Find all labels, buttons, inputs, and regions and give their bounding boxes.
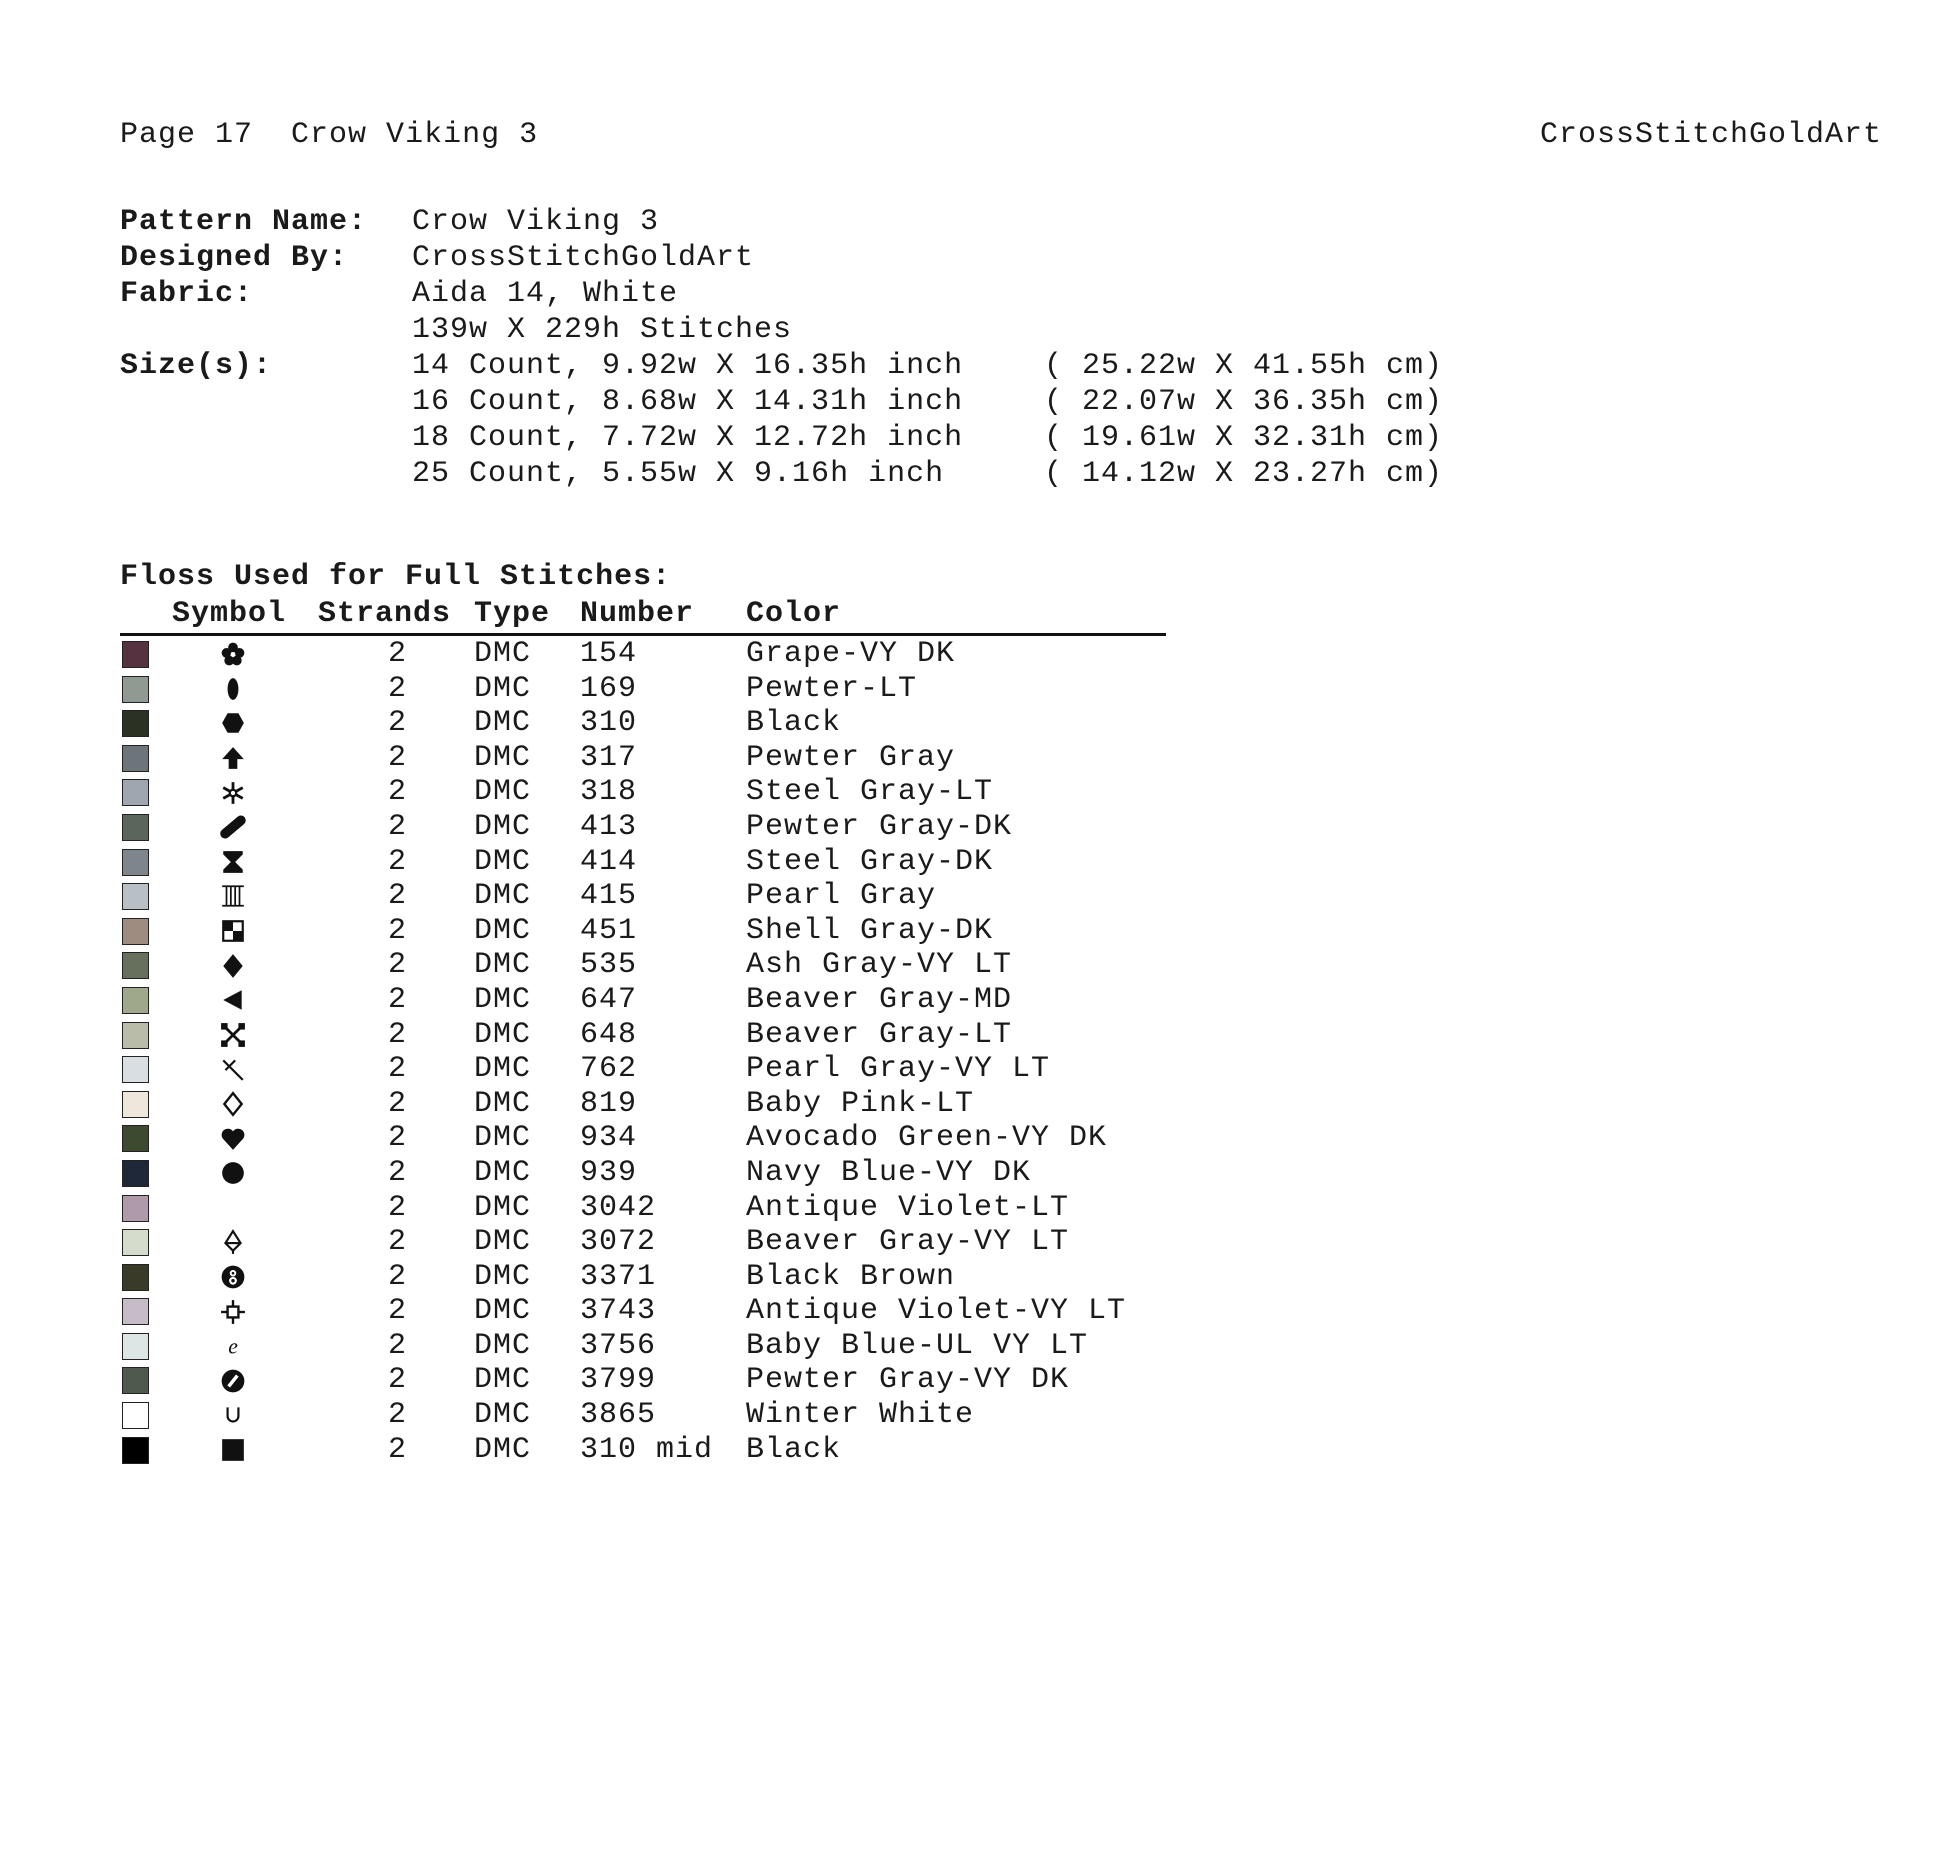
table-row: [120, 1225, 1220, 1260]
designed-by: CrossStitchGoldArt: [412, 241, 755, 275]
floss-section-title: Floss Used for Full Stitches:: [120, 560, 672, 594]
color-swatch: [122, 745, 149, 772]
strands-value: 2: [388, 1225, 408, 1260]
eight-ball-icon: [212, 1260, 254, 1295]
color-swatch: [122, 1298, 149, 1325]
circle-slash-icon: [212, 1363, 254, 1398]
number-value: 535: [580, 948, 638, 983]
color-name: Baby Pink-LT: [746, 1086, 975, 1121]
color-swatch: [122, 779, 149, 806]
color-swatch: [122, 1195, 149, 1222]
letter-u-icon: [212, 1398, 254, 1433]
color-name: Shell Gray-DK: [746, 913, 994, 948]
color-swatch: [122, 1229, 149, 1256]
flower-icon: [212, 637, 254, 672]
size-inches: 14 Count, 9.92w X 16.35h inch: [412, 349, 964, 383]
strands-value: 2: [388, 913, 408, 948]
type-value: DMC: [474, 982, 532, 1017]
size-cm: ( 25.22w X 41.55h cm): [1044, 349, 1444, 383]
number-value: 310 mid: [580, 1432, 714, 1467]
strands-value: 2: [388, 948, 408, 983]
color-name: Grape-VY DK: [746, 637, 956, 671]
strands-value: 2: [388, 982, 408, 1017]
column-number: Number: [580, 597, 695, 631]
type-value: DMC: [474, 913, 532, 948]
table-row: [120, 1294, 1220, 1329]
color-name: Navy Blue-VY DK: [746, 1155, 1032, 1190]
number-value: 647: [580, 982, 638, 1017]
color-swatch: [122, 676, 149, 703]
table-row: [120, 637, 1220, 672]
table-row: [120, 672, 1220, 707]
floss-table-header: [120, 597, 1166, 636]
strands-value: 2: [388, 637, 408, 671]
color-swatch: [122, 1402, 149, 1429]
floss-table: [120, 637, 1220, 1467]
oval-icon: [212, 672, 254, 707]
pattern-info: [120, 204, 1443, 492]
table-row: [120, 775, 1220, 810]
checker-icon: [212, 914, 254, 949]
strands-value: 2: [388, 1052, 408, 1087]
type-value: DMC: [474, 1052, 532, 1087]
type-value: DMC: [474, 706, 532, 741]
diamond-outline-icon: [212, 1087, 254, 1122]
table-row: [120, 1260, 1220, 1295]
color-name: Steel Gray-LT: [746, 775, 994, 810]
strands-value: 2: [388, 844, 408, 879]
number-value: 3743: [580, 1294, 657, 1329]
table-row: [120, 706, 1220, 741]
number-value: 3756: [580, 1328, 657, 1363]
strands-value: 2: [388, 1328, 408, 1363]
type-value: DMC: [474, 775, 532, 810]
number-value: 819: [580, 1086, 638, 1121]
pattern-name-label: Pattern Name:: [120, 205, 368, 239]
color-name: Winter White: [746, 1398, 975, 1433]
number-value: 3865: [580, 1398, 657, 1433]
strands-value: 2: [388, 706, 408, 741]
number-value: 414: [580, 844, 638, 879]
heart-icon: [212, 1121, 254, 1156]
type-value: DMC: [474, 1259, 532, 1294]
size-inches: 18 Count, 7.72w X 12.72h inch: [412, 421, 964, 455]
page-number: Page 17: [120, 118, 254, 152]
type-value: DMC: [474, 1190, 532, 1225]
arrow-up-icon: [212, 741, 254, 776]
type-value: DMC: [474, 1398, 532, 1433]
type-value: DMC: [474, 1432, 532, 1467]
number-value: 762: [580, 1052, 638, 1087]
table-row: [120, 1329, 1220, 1364]
table-row: [120, 1156, 1220, 1191]
designed-by-label: Designed By:: [120, 241, 349, 275]
cross-arrows-icon: [212, 1018, 254, 1053]
type-value: DMC: [474, 879, 532, 914]
number-value: 413: [580, 809, 638, 844]
color-name: Pearl Gray-VY LT: [746, 1052, 1051, 1087]
table-row: [120, 914, 1220, 949]
color-name: Antique Violet-VY LT: [746, 1294, 1127, 1329]
size-cm: ( 19.61w X 32.31h cm): [1044, 421, 1444, 455]
strands-value: 2: [388, 1190, 408, 1225]
column-symbol: Symbol: [172, 597, 287, 631]
strands-value: 2: [388, 775, 408, 810]
size-inches: 25 Count, 5.55w X 9.16h inch: [412, 457, 945, 491]
number-value: 3799: [580, 1363, 657, 1398]
type-value: DMC: [474, 1363, 532, 1398]
strands-value: 2: [388, 809, 408, 844]
table-row: [120, 1121, 1220, 1156]
type-value: DMC: [474, 1328, 532, 1363]
strands-value: 2: [388, 1432, 408, 1467]
strands-value: 2: [388, 1086, 408, 1121]
strands-value: 2: [388, 1121, 408, 1156]
table-row: [120, 983, 1220, 1018]
type-value: DMC: [474, 740, 532, 775]
color-swatch: [122, 710, 149, 737]
number-value: 415: [580, 879, 638, 914]
type-value: DMC: [474, 1294, 532, 1329]
number-value: 451: [580, 913, 638, 948]
hexagon-icon: [212, 706, 254, 741]
table-row: [120, 741, 1220, 776]
size-inches: 16 Count, 8.68w X 14.31h inch: [412, 385, 964, 419]
type-value: DMC: [474, 671, 532, 706]
color-swatch: [122, 641, 149, 668]
type-value: DMC: [474, 1086, 532, 1121]
pattern-title: Crow Viking 3: [291, 118, 539, 152]
table-row: [120, 810, 1220, 845]
triangle-left-icon: [212, 983, 254, 1018]
size-cm: ( 14.12w X 23.27h cm): [1044, 457, 1444, 491]
color-swatch: [122, 918, 149, 945]
strands-value: 2: [388, 1259, 408, 1294]
snowflake-icon: [212, 775, 254, 810]
number-value: 3072: [580, 1225, 657, 1260]
number-value: 934: [580, 1121, 638, 1156]
color-name: Beaver Gray-LT: [746, 1017, 1013, 1052]
table-row: [120, 1363, 1220, 1398]
type-value: DMC: [474, 1155, 532, 1190]
number-value: 169: [580, 671, 638, 706]
capsule-icon: [212, 810, 254, 845]
color-swatch: [122, 1125, 149, 1152]
color-name: Pewter-LT: [746, 671, 918, 706]
color-name: Steel Gray-DK: [746, 844, 994, 879]
type-value: DMC: [474, 1121, 532, 1156]
color-swatch: [122, 1333, 149, 1360]
number-value: 318: [580, 775, 638, 810]
color-swatch: [122, 1160, 149, 1187]
table-row: [120, 1433, 1220, 1468]
table-row: [120, 1398, 1220, 1433]
color-swatch: [122, 1022, 149, 1049]
color-swatch: [122, 814, 149, 841]
strands-value: 2: [388, 879, 408, 914]
color-name: Pewter Gray-DK: [746, 809, 1013, 844]
circle-filled-icon: [212, 1156, 254, 1191]
strands-value: 2: [388, 671, 408, 706]
table-row: [120, 1191, 1220, 1226]
number-value: 3042: [580, 1190, 657, 1225]
color-name: Beaver Gray-VY LT: [746, 1225, 1070, 1260]
brand-name: CrossStitchGoldArt: [1540, 118, 1883, 152]
diamond-filled-icon: [212, 948, 254, 983]
number-value: 939: [580, 1155, 638, 1190]
color-name: Antique Violet-LT: [746, 1190, 1070, 1225]
table-row: [120, 1052, 1220, 1087]
sizes-label: Size(s):: [120, 349, 273, 383]
color-swatch: [122, 849, 149, 876]
hourglass-icon: [212, 845, 254, 880]
color-swatch: [122, 1437, 149, 1464]
size-cm: ( 22.07w X 36.35h cm): [1044, 385, 1444, 419]
type-value: DMC: [474, 809, 532, 844]
color-name: Ash Gray-VY LT: [746, 948, 1013, 983]
number-value: 310: [580, 706, 638, 741]
number-value: 154: [580, 637, 638, 671]
color-swatch: [122, 987, 149, 1014]
type-value: DMC: [474, 844, 532, 879]
number-value: 317: [580, 740, 638, 775]
strands-value: 2: [388, 1363, 408, 1398]
color-name: Pewter Gray-VY DK: [746, 1363, 1070, 1398]
page-header: [120, 118, 538, 152]
type-value: DMC: [474, 1225, 532, 1260]
color-name: Avocado Green-VY DK: [746, 1121, 1108, 1156]
crosshair-icon: [212, 1294, 254, 1329]
color-swatch: [122, 1264, 149, 1291]
strands-value: 2: [388, 1017, 408, 1052]
color-swatch: [122, 1367, 149, 1394]
table-row: [120, 1087, 1220, 1122]
fabric: Aida 14, White: [412, 277, 679, 311]
color-name: Beaver Gray-MD: [746, 982, 1013, 1017]
square-filled-icon: [212, 1433, 254, 1468]
table-row: [120, 879, 1220, 914]
color-swatch: [122, 1056, 149, 1083]
color-name: Black: [746, 1432, 842, 1467]
color-name: Pewter Gray: [746, 740, 956, 775]
strands-value: 2: [388, 1398, 408, 1433]
column-strands: Strands: [318, 597, 452, 631]
color-swatch: [122, 952, 149, 979]
type-value: DMC: [474, 637, 532, 671]
svg-text:e: e: [228, 1334, 238, 1359]
stitch-count: 139w X 229h Stitches: [412, 313, 793, 347]
column-color: Color: [746, 597, 842, 631]
number-value: 648: [580, 1017, 638, 1052]
pattern-name: Crow Viking 3: [412, 205, 660, 239]
color-name: Black Brown: [746, 1259, 956, 1294]
spade-outline-icon: [212, 1225, 254, 1260]
slash-cross-icon: [212, 1052, 254, 1087]
color-name: Pearl Gray: [746, 879, 937, 914]
color-swatch: [122, 1091, 149, 1118]
color-name: Baby Blue-UL VY LT: [746, 1328, 1089, 1363]
strands-value: 2: [388, 1294, 408, 1329]
number-value: 3371: [580, 1259, 657, 1294]
column-type: Type: [474, 597, 551, 631]
table-row: [120, 948, 1220, 983]
table-row: [120, 845, 1220, 880]
strands-value: 2: [388, 740, 408, 775]
crescent-icon: [212, 1191, 254, 1226]
fabric-label: Fabric:: [120, 277, 254, 311]
table-row: [120, 1018, 1220, 1053]
letter-e-icon: [212, 1329, 254, 1364]
type-value: DMC: [474, 1017, 532, 1052]
color-swatch: [122, 883, 149, 910]
pillars-icon: [212, 879, 254, 914]
strands-value: 2: [388, 1155, 408, 1190]
color-name: Black: [746, 706, 842, 741]
type-value: DMC: [474, 948, 532, 983]
